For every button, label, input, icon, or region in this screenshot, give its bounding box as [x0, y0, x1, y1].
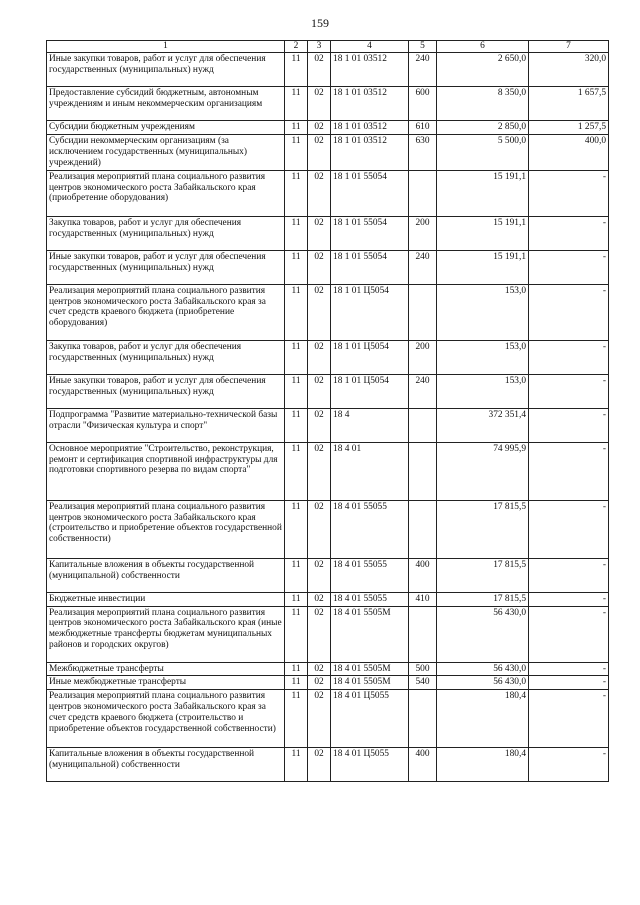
expense-type-code — [409, 442, 437, 500]
section-code: 11 — [285, 170, 308, 216]
target-article-code: 18 1 01 Ц5054 — [331, 284, 409, 340]
row-name: Реализация мероприятий плана социального развития центров экономического роста Забайкальского края (иные межбюджетные трансферты бюджетам муниципальных районов и городских округов) — [47, 606, 285, 662]
section-code: 11 — [285, 592, 308, 606]
section-code: 11 — [285, 374, 308, 408]
subsection-code: 02 — [308, 134, 331, 170]
table-row — [47, 662, 609, 676]
table-row — [47, 284, 609, 340]
amount-col7: - — [529, 374, 609, 408]
target-article-code: 18 1 01 Ц5054 — [331, 374, 409, 408]
subsection-code: 02 — [308, 442, 331, 500]
expense-type-code: 400 — [409, 748, 437, 782]
target-article-code: 18 4 01 5505М — [331, 676, 409, 690]
target-article-code: 18 1 01 55054 — [331, 216, 409, 250]
row-name: Бюджетные инвестиции — [47, 592, 285, 606]
column-header: 7 — [529, 41, 609, 53]
target-article-code: 18 4 01 — [331, 442, 409, 500]
row-name: Реализация мероприятий плана социального развития центров экономического роста Забайкальского края (строительство и приобретение объектов государственной собственности) — [47, 500, 285, 558]
table-row — [47, 592, 609, 606]
section-code: 11 — [285, 216, 308, 250]
budget-table — [46, 40, 609, 782]
row-name: Закупка товаров, работ и услуг для обеспечения государственных (муниципальных) нужд — [47, 216, 285, 250]
amount-col7: - — [529, 284, 609, 340]
row-name: Закупка товаров, работ и услуг для обеспечения государственных (муниципальных) нужд — [47, 340, 285, 374]
subsection-code: 02 — [308, 216, 331, 250]
table-row — [47, 676, 609, 690]
expense-type-code: 410 — [409, 592, 437, 606]
amount-col7: 1 257,5 — [529, 121, 609, 135]
target-article-code: 18 4 01 55055 — [331, 500, 409, 558]
section-code: 11 — [285, 87, 308, 121]
amount-col6: 56 430,0 — [437, 662, 529, 676]
amount-col6: 8 350,0 — [437, 87, 529, 121]
expense-type-code: 400 — [409, 558, 437, 592]
subsection-code: 02 — [308, 284, 331, 340]
section-code: 11 — [285, 690, 308, 748]
subsection-code: 02 — [308, 676, 331, 690]
subsection-code: 02 — [308, 748, 331, 782]
table-row — [47, 408, 609, 442]
column-header: 2 — [285, 41, 308, 53]
amount-col6: 180,4 — [437, 690, 529, 748]
subsection-code: 02 — [308, 250, 331, 284]
amount-col6: 5 500,0 — [437, 134, 529, 170]
section-code: 11 — [285, 500, 308, 558]
amount-col6: 15 191,1 — [437, 250, 529, 284]
target-article-code: 18 1 01 55054 — [331, 170, 409, 216]
amount-col6: 15 191,1 — [437, 216, 529, 250]
table-row — [47, 170, 609, 216]
column-header: 5 — [409, 41, 437, 53]
table-row — [47, 748, 609, 782]
target-article-code: 18 1 01 55054 — [331, 250, 409, 284]
amount-col6: 17 815,5 — [437, 592, 529, 606]
row-name: Подпрограмма "Развитие материально-технической базы отрасли "Физическая культура и спорт" — [47, 408, 285, 442]
row-name: Основное мероприятие "Строительство, реконструкция, ремонт и сертификация спортивной инфраструктуры для подготовки спортивного резерва по видам спорта" — [47, 442, 285, 500]
section-code: 11 — [285, 748, 308, 782]
target-article-code: 18 4 01 55055 — [331, 592, 409, 606]
table-row — [47, 53, 609, 87]
section-code: 11 — [285, 134, 308, 170]
section-code: 11 — [285, 53, 308, 87]
subsection-code: 02 — [308, 87, 331, 121]
expense-type-code: 630 — [409, 134, 437, 170]
subsection-code: 02 — [308, 606, 331, 662]
expense-type-code: 200 — [409, 340, 437, 374]
amount-col7: - — [529, 662, 609, 676]
table-row — [47, 500, 609, 558]
expense-type-code: 200 — [409, 216, 437, 250]
subsection-code: 02 — [308, 408, 331, 442]
amount-col6: 17 815,5 — [437, 500, 529, 558]
target-article-code: 18 4 01 Ц5055 — [331, 748, 409, 782]
expense-type-code — [409, 606, 437, 662]
amount-col6: 56 430,0 — [437, 676, 529, 690]
subsection-code: 02 — [308, 500, 331, 558]
column-header: 3 — [308, 41, 331, 53]
amount-col7: - — [529, 408, 609, 442]
section-code: 11 — [285, 606, 308, 662]
row-name: Иные закупки товаров, работ и услуг для обеспечения государственных (муниципальных) нужд — [47, 250, 285, 284]
amount-col6: 372 351,4 — [437, 408, 529, 442]
amount-col6: 74 995,9 — [437, 442, 529, 500]
table-row — [47, 121, 609, 135]
row-name: Капитальные вложения в объекты государственной (муниципальной) собственности — [47, 748, 285, 782]
amount-col6: 180,4 — [437, 748, 529, 782]
subsection-code: 02 — [308, 340, 331, 374]
table-row — [47, 216, 609, 250]
section-code: 11 — [285, 284, 308, 340]
section-code: 11 — [285, 340, 308, 374]
target-article-code: 18 1 01 03512 — [331, 121, 409, 135]
section-code: 11 — [285, 121, 308, 135]
amount-col7: - — [529, 250, 609, 284]
amount-col6: 56 430,0 — [437, 606, 529, 662]
amount-col6: 153,0 — [437, 374, 529, 408]
target-article-code: 18 4 01 Ц5055 — [331, 690, 409, 748]
row-name: Реализация мероприятий плана социального развития центров экономического роста Забайкальского края (приобретение оборудования) — [47, 170, 285, 216]
amount-col7: - — [529, 442, 609, 500]
page-number: 159 — [311, 16, 329, 30]
expense-type-code — [409, 284, 437, 340]
target-article-code: 18 1 01 Ц5054 — [331, 340, 409, 374]
subsection-code: 02 — [308, 170, 331, 216]
table-row — [47, 606, 609, 662]
expense-type-code: 240 — [409, 374, 437, 408]
target-article-code: 18 4 01 5505М — [331, 606, 409, 662]
expense-type-code: 610 — [409, 121, 437, 135]
table-row — [47, 690, 609, 748]
amount-col7: - — [529, 558, 609, 592]
amount-col7: 320,0 — [529, 53, 609, 87]
amount-col7: - — [529, 748, 609, 782]
subsection-code: 02 — [308, 374, 331, 408]
expense-type-code — [409, 500, 437, 558]
amount-col6: 17 815,5 — [437, 558, 529, 592]
subsection-code: 02 — [308, 121, 331, 135]
expense-type-code: 240 — [409, 250, 437, 284]
amount-col7: 400,0 — [529, 134, 609, 170]
target-article-code: 18 4 01 5505М — [331, 662, 409, 676]
row-name: Иные межбюджетные трансферты — [47, 676, 285, 690]
row-name: Субсидии бюджетным учреждениям — [47, 121, 285, 135]
amount-col7: - — [529, 500, 609, 558]
amount-col7: - — [529, 676, 609, 690]
row-name: Межбюджетные трансферты — [47, 662, 285, 676]
amount-col6: 153,0 — [437, 284, 529, 340]
row-name: Субсидии некоммерческим организациям (за исключением государственных (муниципальных) учреждений) — [47, 134, 285, 170]
subsection-code: 02 — [308, 592, 331, 606]
table-row — [47, 442, 609, 500]
row-name: Капитальные вложения в объекты государственной (муниципальной) собственности — [47, 558, 285, 592]
subsection-code: 02 — [308, 53, 331, 87]
section-code: 11 — [285, 250, 308, 284]
amount-col6: 15 191,1 — [437, 170, 529, 216]
expense-type-code: 240 — [409, 53, 437, 87]
section-code: 11 — [285, 442, 308, 500]
amount-col6: 153,0 — [437, 340, 529, 374]
amount-col6: 2 850,0 — [437, 121, 529, 135]
row-name: Реализация мероприятий плана социального развития центров экономического роста Забайкальского края за счет средств краевого бюджета (приобретение оборудования) — [47, 284, 285, 340]
table-row — [47, 374, 609, 408]
amount-col7: - — [529, 690, 609, 748]
table-row — [47, 340, 609, 374]
amount-col7: - — [529, 592, 609, 606]
amount-col7: - — [529, 216, 609, 250]
expense-type-code — [409, 170, 437, 216]
amount-col7: - — [529, 340, 609, 374]
target-article-code: 18 1 01 03512 — [331, 87, 409, 121]
column-header: 1 — [47, 41, 285, 53]
subsection-code: 02 — [308, 690, 331, 748]
expense-type-code — [409, 408, 437, 442]
amount-col6: 2 650,0 — [437, 53, 529, 87]
row-name: Иные закупки товаров, работ и услуг для обеспечения государственных (муниципальных) нужд — [47, 53, 285, 87]
target-article-code: 18 1 01 03512 — [331, 53, 409, 87]
row-name: Предоставление субсидий бюджетным, автономным учреждениям и иным некоммерческим организациям — [47, 87, 285, 121]
row-name: Реализация мероприятий плана социального развития центров экономического роста Забайкальского края за счет средств краевого бюджета (строительство и приобретение объектов государственной собственности) — [47, 690, 285, 748]
table-body — [47, 53, 609, 782]
target-article-code: 18 4 — [331, 408, 409, 442]
section-code: 11 — [285, 662, 308, 676]
expense-type-code: 600 — [409, 87, 437, 121]
column-header: 4 — [331, 41, 409, 53]
amount-col7: - — [529, 606, 609, 662]
target-article-code: 18 1 01 03512 — [331, 134, 409, 170]
table-row — [47, 250, 609, 284]
target-article-code: 18 4 01 55055 — [331, 558, 409, 592]
subsection-code: 02 — [308, 662, 331, 676]
header-row — [47, 41, 609, 53]
expense-type-code: 540 — [409, 676, 437, 690]
amount-col7: 1 657,5 — [529, 87, 609, 121]
expense-type-code — [409, 690, 437, 748]
row-name: Иные закупки товаров, работ и услуг для обеспечения государственных (муниципальных) нужд — [47, 374, 285, 408]
section-code: 11 — [285, 408, 308, 442]
column-header: 6 — [437, 41, 529, 53]
subsection-code: 02 — [308, 558, 331, 592]
section-code: 11 — [285, 676, 308, 690]
table-row — [47, 87, 609, 121]
amount-col7: - — [529, 170, 609, 216]
section-code: 11 — [285, 558, 308, 592]
table-row — [47, 558, 609, 592]
expense-type-code: 500 — [409, 662, 437, 676]
table-row — [47, 134, 609, 170]
